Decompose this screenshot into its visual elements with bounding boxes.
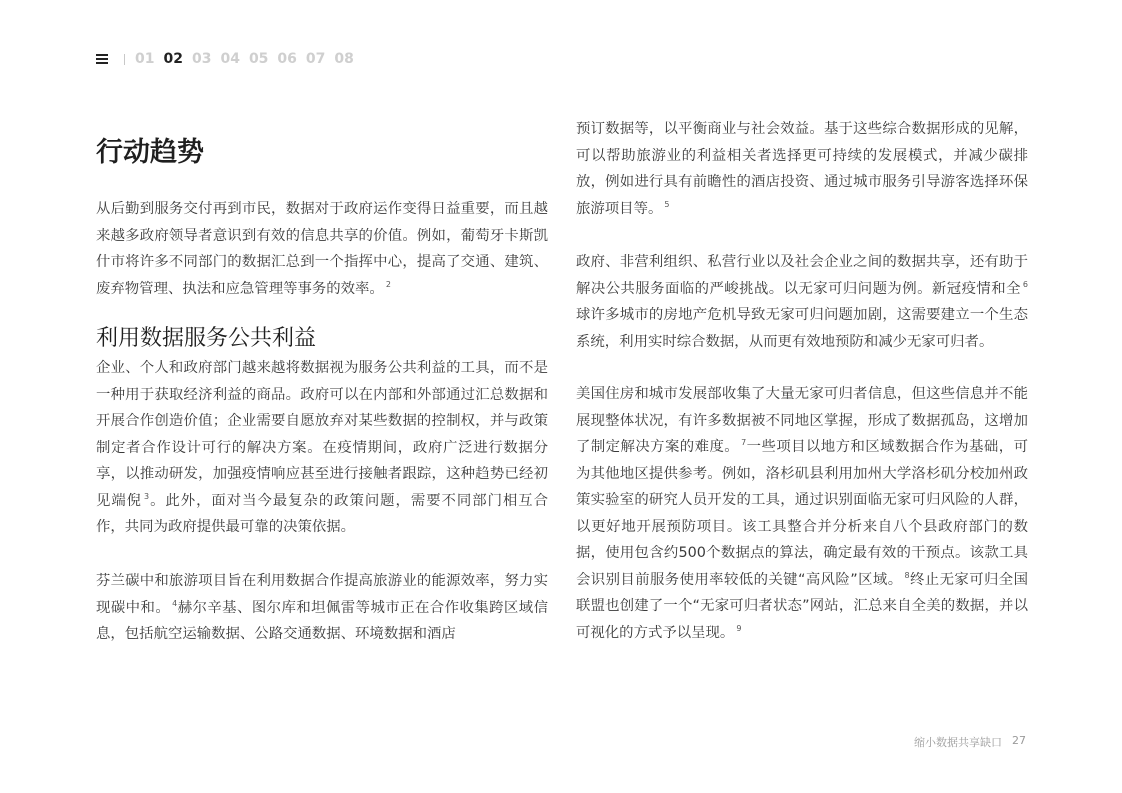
footnote-ref[interactable]: 4 bbox=[172, 598, 178, 608]
menu-icon[interactable] bbox=[96, 53, 108, 65]
nav-page-02[interactable]: 02 bbox=[163, 51, 183, 67]
footnote-ref[interactable]: 6 bbox=[1022, 279, 1028, 289]
right-paragraph-1: 预订数据等，以平衡商业与社会效益。基于这些综合数据形成的见解，可以帮助旅游业的利益相关者选择更可持续的发展模式，并减少碳排放，例如进行具有前瞻性的酒店投资、通过城市服务引导游客选择环保旅游项目等。 $^5$ bbox=[576, 121, 1028, 217]
page-footer bbox=[914, 734, 1026, 750]
nav-page-01[interactable]: 01 bbox=[135, 51, 155, 67]
left-paragraph-3: 芬兰碳中和旅游项目旨在利用数据合作提高旅游业的能源效率，努力实现碳中和。 $^4$赫尔辛基、图尔库和坦佩雷等城市正在合作收集跨区域信息，包括航空运输数据、公路交通数据、环境数据和酒店 bbox=[96, 573, 548, 642]
footnote-ref[interactable]: 3 bbox=[144, 491, 150, 501]
section-title: 行动趋势 bbox=[96, 137, 204, 168]
left-paragraph-1: 从后勤到服务交付再到市民，数据对于政府运作变得日益重要，而且越来越多政府领导者意识到有效的信息共享的价值。例如，葡萄牙卡斯凯什市将许多不同部门的数据汇总到一个指挥中心，提高了交通、建筑、废弃物管理、执法和应急管理等事务的效率。 $^2$ bbox=[96, 201, 548, 297]
nav-page-05[interactable]: 05 bbox=[248, 51, 269, 67]
footnote-ref[interactable]: 8 bbox=[904, 570, 910, 580]
subheading: 利用数据服务公共利益 bbox=[96, 326, 317, 351]
nav-page-07[interactable]: 07 bbox=[305, 51, 326, 67]
page-navigation bbox=[96, 49, 363, 69]
nav-page-06[interactable]: 06 bbox=[277, 51, 297, 67]
right-paragraph-2: 政府、非营利组织、私营行业以及社会企业之间的数据共享，还有助于解决公共服务面临的严峻挑战。以无家可归问题为例。新冠疫情和全 $^6$球许多城市的房地产危机导致无家可归问题加剧，这需要建立一个生态系统，利用实时综合数据，从而更有效地预防和减少无家可归者。 bbox=[576, 254, 1028, 350]
page-number: 27 bbox=[1012, 734, 1026, 747]
footnote-ref[interactable]: 2 bbox=[385, 279, 391, 289]
right-paragraph-3: 美国住房和城市发展部收集了大量无家可归者信息，但这些信息并不能展现整体状况，有许多数据被不同地区掌握，形成了数据孤岛，这增加了制定解决方案的难度。 $^7$一些项目以地方和区域数据合作为基础，可为其他地区提供参考。例如，洛杉矶县利用加州大学洛杉矶分校加州政策实验室的研究人员开发的工具，通过识别面临无家可归风险的人群，以更好地开展预防项目。该工具整合并分析来自八个县政府部门的数据，使用包含约500个数据点的算法，确定最有效的干预点。该款工具会识别目前服务使用率较低的关键“高风险”区域。 $^8$终止无家可归全国联盟也创建了一个“无家可归者状态”网站，汇总来自全美的数据，并以可视化的方式予以呈现。 $^9$ bbox=[576, 386, 1028, 641]
footnote-ref[interactable]: 7 bbox=[741, 438, 747, 448]
nav-page-08[interactable]: 08 bbox=[334, 51, 354, 67]
nav-divider bbox=[124, 54, 125, 65]
nav-page-03[interactable]: 03 bbox=[191, 51, 212, 67]
left-paragraph-2: 企业、个人和政府部门越来越将数据视为服务公共利益的工具，而不是一种用于获取经济利益的商品。政府可以在内部和外部通过汇总数据和开展合作创造价值；企业需要自愿放弃对某些数据的控制权，并与政策制定者合作设计可行的解决方案。在疫情期间，政府广泛进行数据分享，以推动研发，加强疫情响应甚至进行接触者跟踪，这种趋势已经初见端倪 $^3$。此外，面对当今最复杂的政策问题，需要不同部门相互合作，共同为政府提供最可靠的决策依据。 bbox=[96, 360, 548, 535]
footnote-ref[interactable]: 5 bbox=[664, 199, 670, 209]
nav-page-04[interactable]: 04 bbox=[220, 51, 240, 67]
footnote-ref[interactable]: 9 bbox=[736, 623, 742, 633]
footer-doc-title: 缩小数据共享缺口 bbox=[914, 736, 1002, 749]
